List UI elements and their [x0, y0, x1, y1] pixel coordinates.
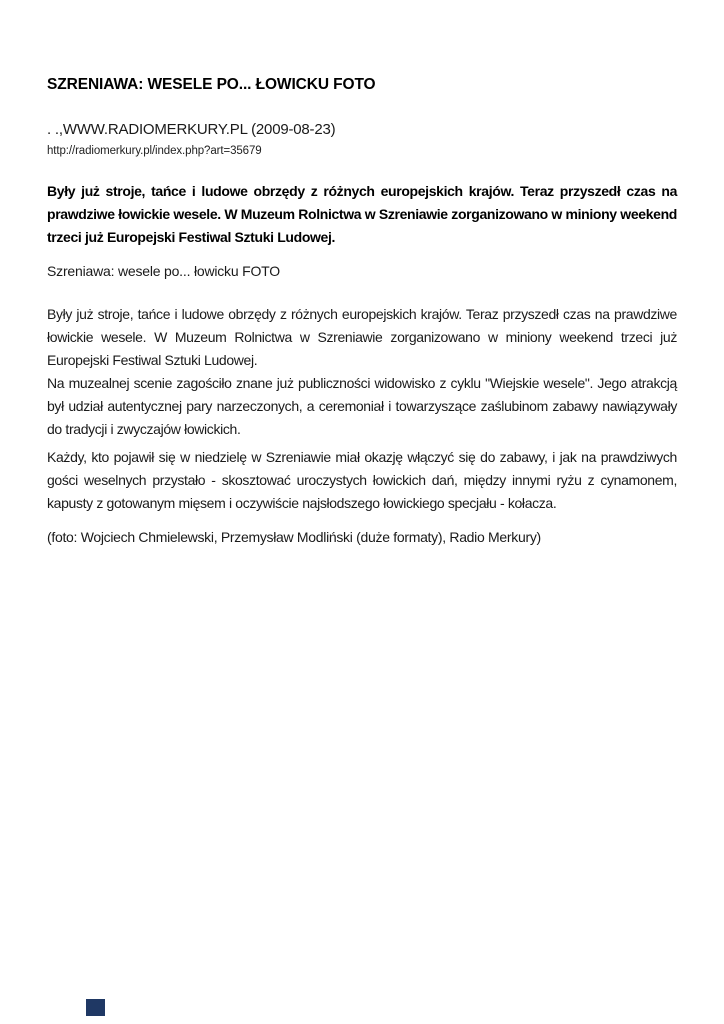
article-title: SZRENIAWA: WESELE PO... ŁOWICKU FOTO	[47, 76, 376, 93]
main-paragraph-group	[47, 303, 677, 441]
paragraph-stage: Na muzealnej scenie zagościło znane już publiczności widowisko z cyklu "Wiejskie wesele". Jego atrakcją był udział autentycznej pary narzeczonych, a ceremoniał i towarzyszące zaślubinom zabawy nawiązywały do tradycji i zwyczajów łowickich.	[47, 375, 677, 437]
page-footer-marker	[86, 999, 105, 1016]
lead-paragraph: Były już stroje, tańce i ludowe obrzędy z różnych europejskich krajów. Teraz przyszedł czas na prawdziwe łowickie wesele. W Muzeum Rolnictwa w Szreniawie zorganizowano w miniony weekend trzeci już Europejski Festiwal Sztuki Ludowej.	[47, 183, 677, 245]
source-and-date: . .,WWW.RADIOMERKURY.PL (2009-08-23)	[47, 121, 336, 138]
photo-credit: (foto: Wojciech Chmielewski, Przemysław Modliński (duże formaty), Radio Merkury)	[47, 529, 541, 545]
article-subtitle: Szreniawa: wesele po... łowicku FOTO	[47, 263, 280, 279]
article-url: http://radiomerkury.pl/index.php?art=35679	[47, 145, 262, 157]
paragraph-guests: Każdy, kto pojawił się w niedzielę w Szreniawie miał okazję włączyć się do zabawy, i jak na prawdziwych gości weselnych przystało - skosztować uroczystych łowickich dań, między innymi ryżu z cynamonem, kapusty z gotowanym mięsem i oczywiście najsłodszego łowickiego specjału - kołacza.	[47, 449, 677, 511]
paragraph-intro: Były już stroje, tańce i ludowe obrzędy z różnych europejskich krajów. Teraz przyszedł czas na prawdziwe łowickie wesele. W Muzeum Rolnictwa w Szreniawie zorganizowano w miniony weekend trzeci już Europejski Festiwal Sztuki Ludowej.	[47, 306, 677, 368]
